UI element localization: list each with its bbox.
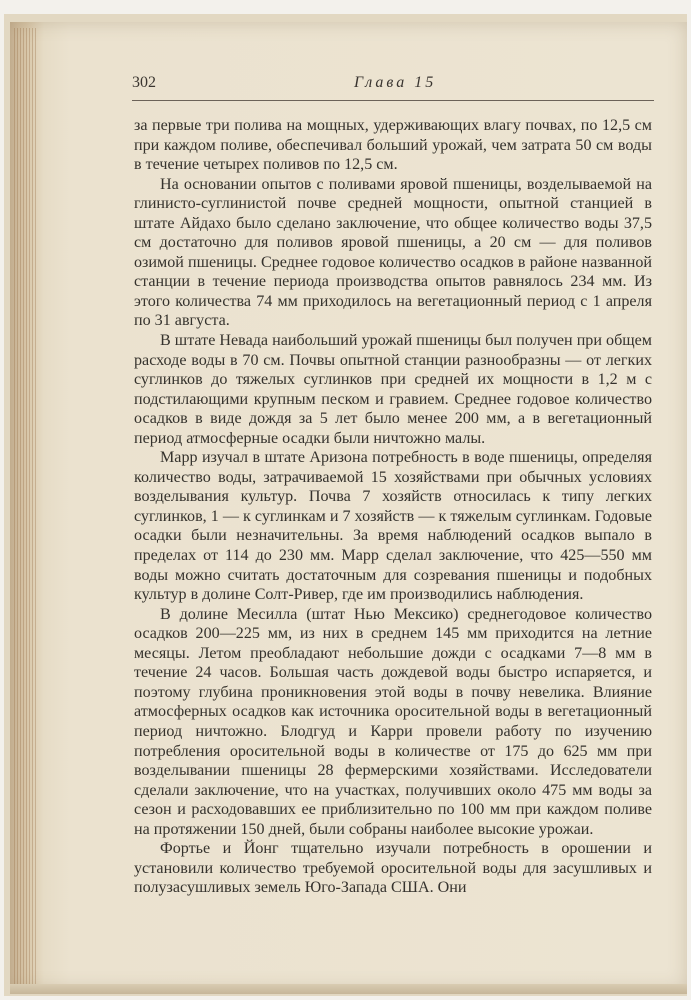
paragraph: В долине Месилла (штат Нью Мексико) среднегодовое количество осадков 200—225 мм, из них в среднем 145 мм приходится на летние месяцы. Летом преобладают небольшие дожди с осадками 7—8 мм в течение 24 часов. Большая часть дождевой воды быстро испаряется, и поэтому глубина проникновения этой воды в почву невелика. Влияние атмосферных осадков как источника оросительной воды в вегетационный период ничтожно. Блодгуд и Карри провели работу по изучению потребления оросительной воды в количестве от 175 до 625 мм при возделывании пшеницы 28 фермерскими хозяйствами. Исследователи сделали заключение, что на участках, получивших около 475 мм воды за сезон и расходовавших ее приблизительно по 100 мм при каждом поливе на протяжении 150 дней, были собраны наиболее высокие урожаи.	[134, 605, 652, 838]
chapter-title: Глава 15	[354, 74, 437, 91]
paragraph: На основании опытов с поливами яровой пшеницы, возделываемой на глинисто-суглинистой почве средней мощности, опытной станцией в штате Айдахо было сделано заключение, что общее количество воды 37,5 см достаточно для поливов яровой пшеницы, а 20 см — для поливов озимой пшеницы. Среднее годовое количество осадков в районе названной станции в течение периода производства опытов равнялось 234 мм. Из этого количества 74 мм приходилось на вегетационный период с 1 апреля по 31 августа.	[134, 175, 652, 330]
paragraph: Фортье и Йонг тщательно изучали потребность в орошении и установили количество требуемой оросительной воды для засушливых и полузасушливых земель Юго-Запада США. Они	[134, 840, 652, 897]
page-edges	[14, 28, 36, 986]
body-text	[134, 116, 652, 898]
paragraph: Марр изучал в штате Аризона потребность в воде пшеницы, определяя количество воды, затрачиваемой 15 хозяйствами при обычных условиях возделывания культур. Почва 7 хозяйств относилась к типу легких суглинков, 1 — к суглинкам и 7 хозяйств — к тяжелым суглинкам. Годовые осадки были незначительны. За время наблюдений осадков выпало в пределах от 114 до 230 мм. Марр сделал заключение, что 425—550 мм воды можно считать достаточным для созревания пшеницы и подобных культур в долине Солт-Ривер, где им производились наблюдения.	[134, 449, 652, 604]
page-number: 302	[132, 74, 156, 91]
paragraph: В штате Невада наибольший урожай пшеницы был получен при общем расходе воды в 70 см. Почвы опытной станции разнообразны — от легких суглинков до тяжелых суглинков при средней их мощности в 1,2 м с подстилающими крупным песком и гравием. Среднее годовое количество осадков в виде дождя за 5 лет было менее 200 мм, а в вегетационный период атмосферные осадки были ничтожно малы.	[134, 332, 652, 447]
running-header	[132, 74, 652, 98]
header-rule	[132, 100, 654, 101]
page-bottom-edge	[10, 984, 687, 994]
paragraph: за первые три полива на мощных, удерживающих влагу почвах, по 12,5 см при каждом поливе, обеспечивал больший урожай, чем затрата 50 см воды в течение четырех поливов по 12,5 см.	[134, 117, 652, 174]
